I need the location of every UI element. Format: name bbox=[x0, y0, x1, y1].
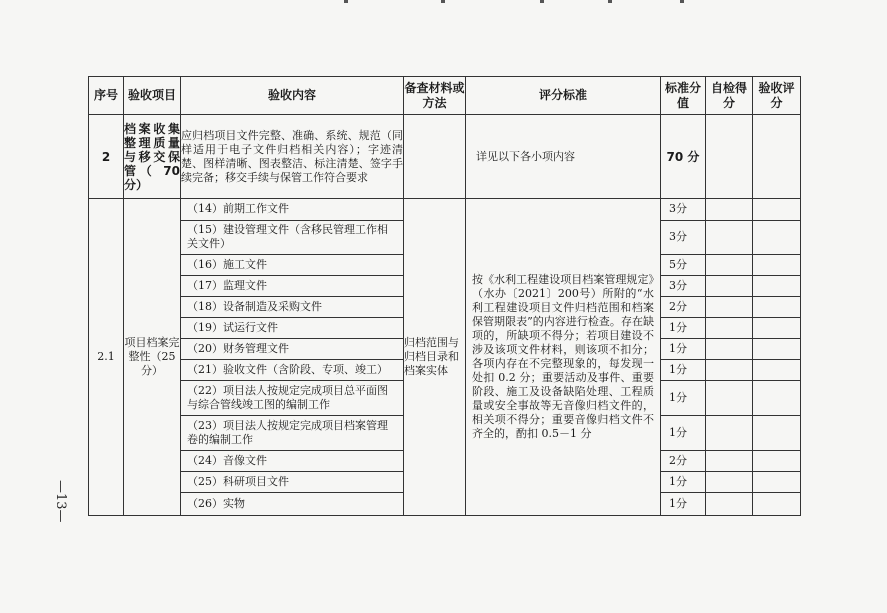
acceptance-score-item-cell bbox=[753, 254, 800, 275]
row21-items-list bbox=[181, 199, 403, 515]
list-item-row bbox=[181, 450, 403, 471]
header-criteria: 评分标准 bbox=[466, 77, 661, 115]
score-item-row bbox=[661, 380, 705, 415]
list-item-row bbox=[181, 471, 403, 492]
row2-self-score bbox=[706, 115, 753, 199]
self-score-item-row bbox=[706, 254, 752, 275]
self-score-item-row bbox=[706, 296, 752, 317]
page-number: —13— bbox=[53, 479, 68, 523]
list-item-cell: （14）前期工作文件 bbox=[181, 199, 403, 220]
score-item-row bbox=[661, 275, 705, 296]
row21-acceptance-list bbox=[753, 199, 800, 515]
acceptance-score-item-cell bbox=[753, 275, 800, 296]
score-item-cell: 3分 bbox=[661, 275, 705, 296]
self-score-item-cell bbox=[706, 380, 752, 415]
self-score-item-row bbox=[706, 471, 752, 492]
row21-item: 项目档案完整性（25分） bbox=[124, 199, 181, 516]
acceptance-score-item-row bbox=[753, 380, 800, 415]
acceptance-score-item-cell bbox=[753, 220, 800, 254]
acceptance-score-item-cell bbox=[753, 492, 800, 515]
acceptance-score-item-row bbox=[753, 359, 800, 380]
self-score-item-row bbox=[706, 220, 752, 254]
row2-criteria: 详见以下各小项内容 bbox=[466, 115, 661, 199]
row21-criteria: 按《水利工程建设项目档案管理规定》（水办〔2021〕200号）所附的“水利工程建设项目文件归档范围和档案保管期限表”的内容进行检查。存在缺项的，所缺项不得分；若项目建设不涉及该项文件材料，则该项不扣分；各项内存在不完整现象的，每发现一处扣 0.2 分；重要活动及事件、重要阶段、施工及设备缺陷处理、工程质量或安全事故等无音像归档文件的，相关项不得分；重要音像归档文件不齐全的，酌扣 0.5－1 分 bbox=[466, 199, 661, 516]
header-self-score: 自检得分 bbox=[706, 77, 753, 115]
list-item-cell: （18）设备制造及采购文件 bbox=[181, 296, 403, 317]
list-item-row bbox=[181, 220, 403, 254]
self-score-item-cell bbox=[706, 492, 752, 515]
row21-items-cell bbox=[181, 199, 404, 516]
list-item-row bbox=[181, 275, 403, 296]
score-item-row bbox=[661, 220, 705, 254]
score-item-row bbox=[661, 199, 705, 220]
self-score-item-row bbox=[706, 380, 752, 415]
score-item-cell: 1分 bbox=[669, 496, 687, 510]
list-item-row bbox=[181, 492, 403, 515]
self-score-item-row bbox=[706, 359, 752, 380]
self-score-item-cell bbox=[706, 359, 752, 380]
list-item-row bbox=[181, 415, 403, 450]
list-item-row bbox=[181, 317, 403, 338]
header-seq: 序号 bbox=[89, 77, 124, 115]
score-item-row bbox=[661, 338, 705, 359]
self-score-item-row bbox=[706, 492, 752, 515]
acceptance-table bbox=[88, 76, 801, 516]
score-item-cell: 1分 bbox=[661, 380, 705, 415]
list-item-cell: （25）科研项目文件 bbox=[181, 471, 403, 492]
list-item-cell: （24）音像文件 bbox=[181, 450, 403, 471]
scan-marks bbox=[0, 0, 887, 10]
score-item-cell: 1分 bbox=[661, 415, 705, 450]
self-score-item-row bbox=[706, 450, 752, 471]
score-item-cell: 2分 bbox=[661, 296, 705, 317]
row21-self-cell bbox=[706, 199, 753, 516]
acceptance-score-item-row bbox=[753, 450, 800, 471]
acceptance-score-item-row bbox=[753, 220, 800, 254]
score-item-cell: 5分 bbox=[661, 254, 705, 275]
acceptance-score-item-row bbox=[753, 317, 800, 338]
score-item-row bbox=[661, 471, 705, 492]
list-item-cell: （23）项目法人按规定完成项目档案管理卷的编制工作 bbox=[181, 415, 403, 450]
row2-item: 档案收集整理质量与移交保管（ 70 分） bbox=[124, 115, 181, 199]
score-item-row bbox=[661, 296, 705, 317]
list-item-cell: （26）实物 bbox=[187, 496, 245, 510]
header-item: 验收项目 bbox=[124, 77, 181, 115]
acceptance-score-item-cell bbox=[753, 359, 800, 380]
acceptance-score-item-row bbox=[753, 415, 800, 450]
acceptance-score-item-row bbox=[753, 254, 800, 275]
acceptance-score-item-cell bbox=[753, 471, 800, 492]
table-row-2 bbox=[89, 115, 801, 199]
list-item-row bbox=[181, 199, 403, 220]
row21-materials: 归档范围与归档目录和档案实体 bbox=[404, 199, 466, 516]
score-item-cell: 2分 bbox=[661, 450, 705, 471]
score-item-cell: 1分 bbox=[661, 338, 705, 359]
list-item-row bbox=[181, 359, 403, 380]
self-score-item-cell bbox=[706, 296, 752, 317]
row2-acceptance-score bbox=[753, 115, 801, 199]
acceptance-score-item-row bbox=[753, 275, 800, 296]
acceptance-score-item-cell bbox=[753, 338, 800, 359]
table-row-2-1 bbox=[89, 199, 801, 516]
score-item-row bbox=[661, 492, 705, 515]
row2-seq: 2 bbox=[89, 115, 124, 199]
score-item-cell: 3分 bbox=[661, 220, 705, 254]
score-item-cell: 1分 bbox=[661, 359, 705, 380]
header-content: 验收内容 bbox=[181, 77, 404, 115]
self-score-item-cell bbox=[706, 220, 752, 254]
score-item-row bbox=[661, 254, 705, 275]
self-score-item-row bbox=[706, 338, 752, 359]
acceptance-score-item-cell bbox=[753, 296, 800, 317]
score-item-cell: 3分 bbox=[661, 199, 705, 220]
score-item-row bbox=[661, 317, 705, 338]
self-score-item-cell bbox=[706, 275, 752, 296]
acceptance-score-item-row bbox=[753, 338, 800, 359]
list-item-row bbox=[181, 338, 403, 359]
acceptance-score-item-row bbox=[753, 296, 800, 317]
list-item-cell: （22）项目法人按规定完成项目总平面图与综合管线竣工图的编制工作 bbox=[181, 380, 403, 415]
list-item-cell: （19）试运行文件 bbox=[181, 317, 403, 338]
acceptance-score-item-cell bbox=[753, 199, 800, 220]
self-score-item-cell bbox=[706, 415, 752, 450]
row2-materials bbox=[404, 115, 466, 199]
acceptance-score-item-row bbox=[753, 492, 800, 515]
score-item-row bbox=[661, 450, 705, 471]
row2-score: 70 分 bbox=[661, 115, 706, 199]
acceptance-score-item-cell bbox=[753, 380, 800, 415]
header-row bbox=[89, 77, 801, 115]
list-item-cell: （15）建设管理文件（含移民管理工作相关文件） bbox=[181, 220, 403, 254]
acceptance-score-item-row bbox=[753, 199, 800, 220]
self-score-item-cell bbox=[706, 338, 752, 359]
self-score-item-cell bbox=[706, 471, 752, 492]
score-item-row bbox=[661, 359, 705, 380]
self-score-item-cell bbox=[706, 450, 752, 471]
list-item-row bbox=[181, 296, 403, 317]
score-item-cell: 1分 bbox=[661, 471, 705, 492]
list-item-cell: （16）施工文件 bbox=[181, 254, 403, 275]
self-score-item-row bbox=[706, 275, 752, 296]
header-materials: 备查材料或方法 bbox=[404, 77, 466, 115]
self-score-item-row bbox=[706, 199, 752, 220]
self-score-item-cell bbox=[706, 254, 752, 275]
acceptance-score-item-cell bbox=[753, 415, 800, 450]
acceptance-score-item-cell bbox=[753, 317, 800, 338]
list-item-cell: （17）监理文件 bbox=[181, 275, 403, 296]
header-acceptance-score: 验收评分 bbox=[753, 77, 801, 115]
self-score-item-row bbox=[706, 415, 752, 450]
row2-content: 应归档项目文件完整、准确、系统、规范（同样适用于电子文件归档相关内容）；字迹清楚、图样清晰、图表整洁、标注清楚、签字手续完备；移交手续与保管工作符合要求 bbox=[181, 115, 404, 199]
score-item-row bbox=[661, 415, 705, 450]
list-item-cell: （20）财务管理文件 bbox=[181, 338, 403, 359]
row21-acceptance-cell bbox=[753, 199, 801, 516]
self-score-item-cell bbox=[706, 199, 752, 220]
acceptance-score-item-cell bbox=[753, 450, 800, 471]
row21-scores-list bbox=[661, 199, 705, 515]
row21-scores-cell bbox=[661, 199, 706, 516]
score-item-cell: 1分 bbox=[661, 317, 705, 338]
row21-seq: 2.1 bbox=[89, 199, 124, 516]
list-item-cell: （21）验收文件（含阶段、专项、竣工） bbox=[181, 359, 403, 380]
self-score-item-row bbox=[706, 317, 752, 338]
header-standard-score: 标准分值 bbox=[661, 77, 706, 115]
list-item-row bbox=[181, 380, 403, 415]
list-item-row bbox=[181, 254, 403, 275]
acceptance-score-item-row bbox=[753, 471, 800, 492]
self-score-item-cell bbox=[706, 317, 752, 338]
row21-self-list bbox=[706, 199, 752, 515]
